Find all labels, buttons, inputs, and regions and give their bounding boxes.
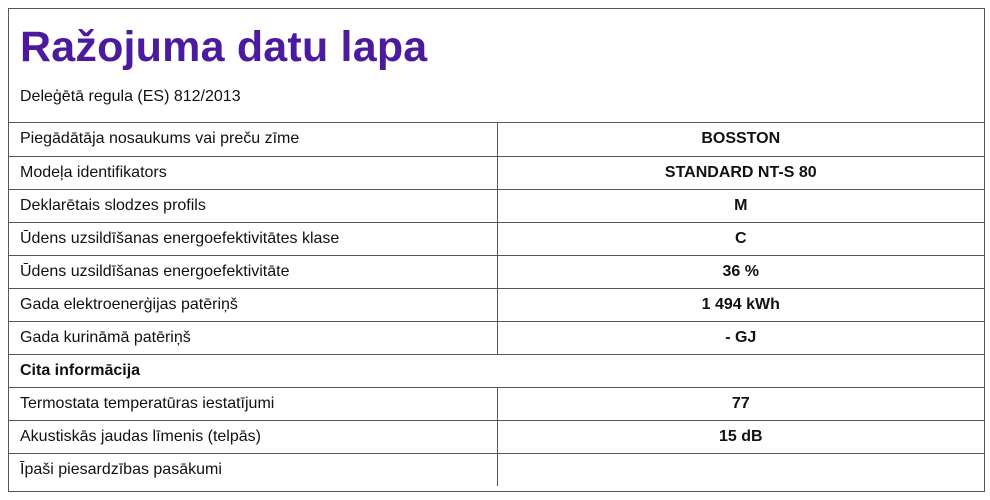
table-row: [9, 420, 984, 453]
table-row: [9, 255, 984, 288]
row-label: Termostata temperatūras iestatījumi: [9, 387, 497, 420]
row-label: Ūdens uzsildīšanas energoefektivitāte: [9, 255, 497, 288]
table-row: [9, 123, 984, 156]
table-row: [9, 321, 984, 354]
product-data-sheet: [8, 8, 985, 492]
data-table: [9, 123, 984, 486]
row-value: 77: [497, 387, 984, 420]
row-label: Modeļa identifikators: [9, 156, 497, 189]
section-heading: Cita informācija: [9, 354, 984, 387]
page-title: Ražojuma datu lapa: [20, 23, 428, 71]
row-value: 1 494 kWh: [497, 288, 984, 321]
table-row: [9, 453, 984, 486]
row-value: M: [497, 189, 984, 222]
table-row: [9, 156, 984, 189]
row-label: Gada elektroenerģijas patēriņš: [9, 288, 497, 321]
row-label: Ūdens uzsildīšanas energoefektivitātes klase: [9, 222, 497, 255]
row-label: Akustiskās jaudas līmenis (telpās): [9, 420, 497, 453]
row-value: 15 dB: [497, 420, 984, 453]
table-row: [9, 288, 984, 321]
row-label: Gada kurināmā patēriņš: [9, 321, 497, 354]
row-label: Īpaši piesardzības pasākumi: [9, 453, 497, 486]
section-row: [9, 354, 984, 387]
regulation-subtitle: Deleģētā regula (ES) 812/2013: [20, 88, 241, 105]
row-value: BOSSTON: [497, 123, 984, 156]
table-row: [9, 189, 984, 222]
row-label: Piegādātāja nosaukums vai preču zīme: [9, 123, 497, 156]
sheet-header: [9, 9, 984, 123]
row-value: - GJ: [497, 321, 984, 354]
table-row: [9, 222, 984, 255]
row-value: [497, 453, 984, 486]
row-value: C: [497, 222, 984, 255]
table-row: [9, 387, 984, 420]
row-value: 36 %: [497, 255, 984, 288]
row-label: Deklarētais slodzes profils: [9, 189, 497, 222]
row-value: STANDARD NT-S 80: [497, 156, 984, 189]
